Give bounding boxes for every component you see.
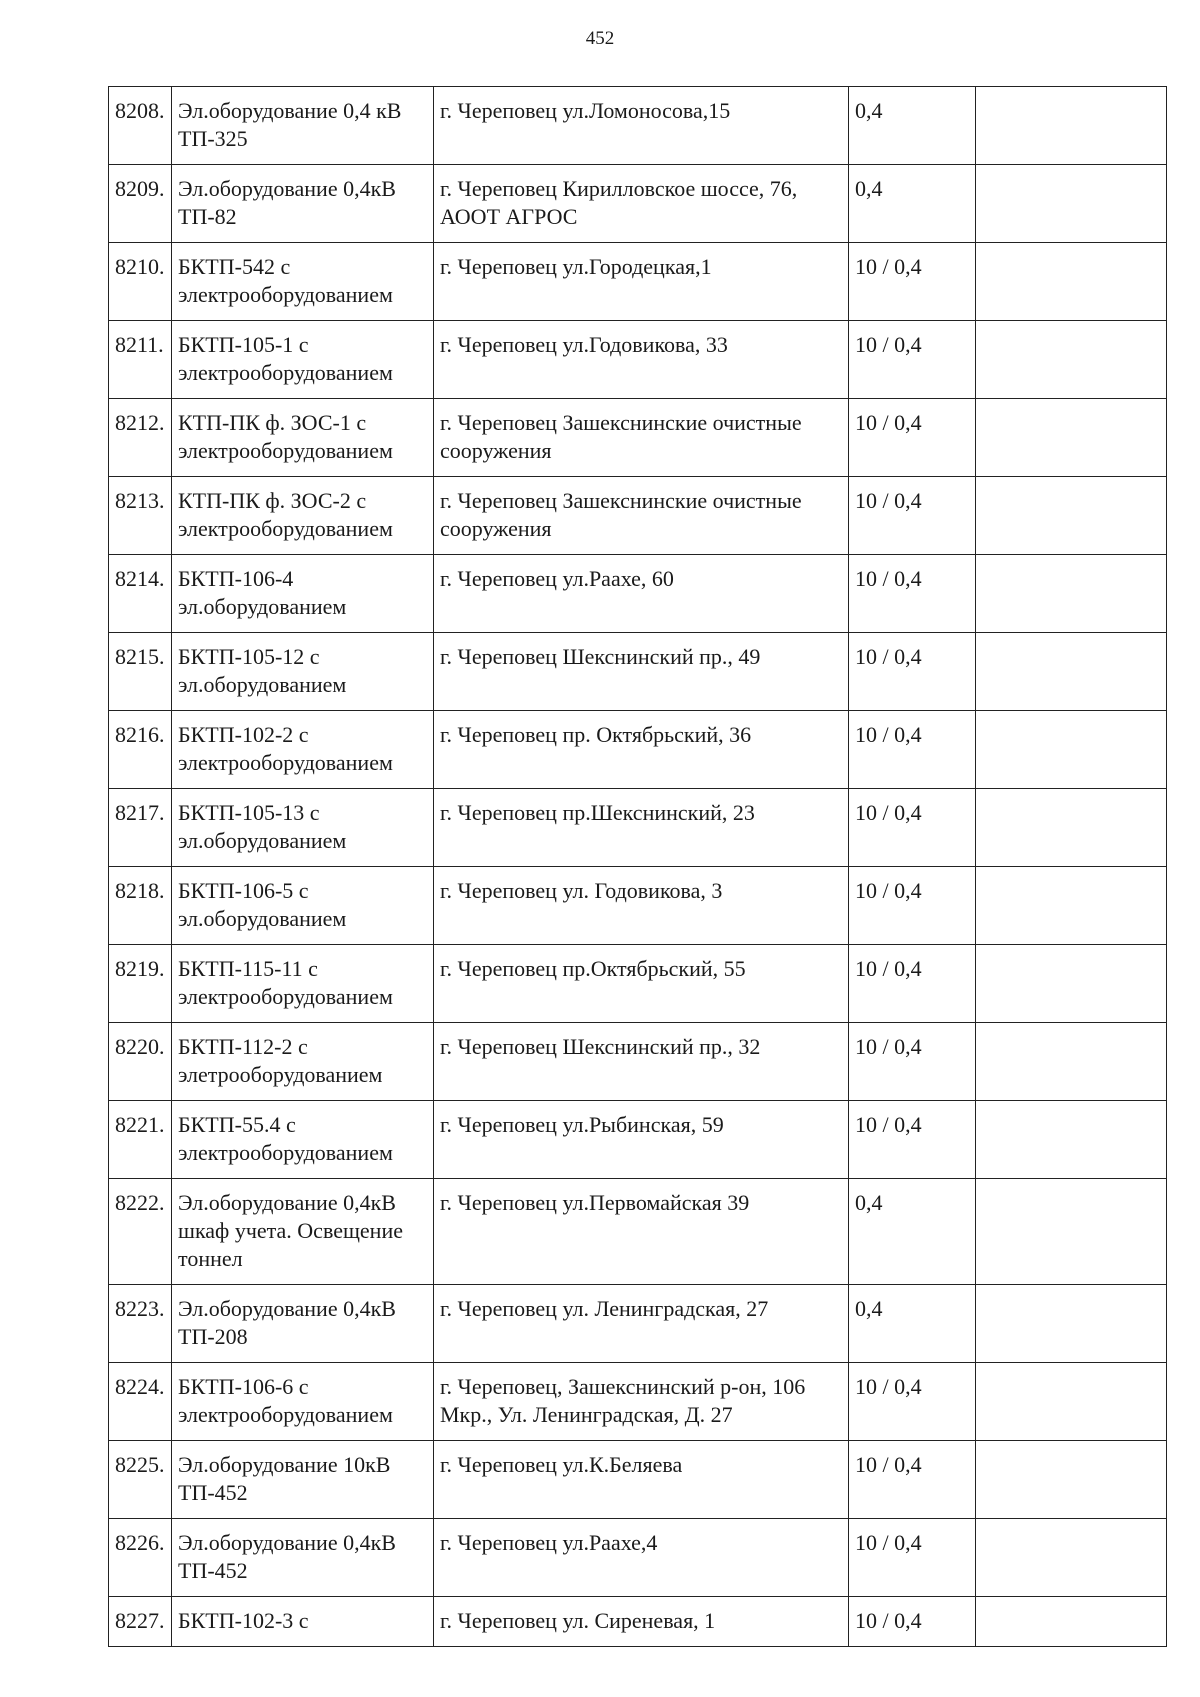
table-row	[109, 1363, 1167, 1441]
empty-cell	[976, 1023, 1167, 1101]
row-number: 8218.	[109, 867, 172, 945]
object-address: г. Череповец Шекснинский пр., 32	[434, 1023, 849, 1101]
row-number: 8208.	[109, 87, 172, 165]
object-name: БКТП-105-13 с эл.оборудованием	[172, 789, 434, 867]
object-name: Эл.оборудование 0,4кВ ТП-208	[172, 1285, 434, 1363]
empty-cell	[976, 1597, 1167, 1647]
empty-cell	[976, 1285, 1167, 1363]
table-row	[109, 867, 1167, 945]
row-number: 8209.	[109, 165, 172, 243]
object-voltage: 10 / 0,4	[849, 321, 976, 399]
empty-cell	[976, 1519, 1167, 1597]
empty-cell	[976, 867, 1167, 945]
object-name: БКТП-102-3 с	[172, 1597, 434, 1647]
object-voltage: 10 / 0,4	[849, 555, 976, 633]
empty-cell	[976, 555, 1167, 633]
table-row	[109, 1519, 1167, 1597]
object-name: БКТП-106-6 с электрооборудованием	[172, 1363, 434, 1441]
object-address: г. Череповец ул.Ломоносова,15	[434, 87, 849, 165]
object-voltage: 0,4	[849, 1179, 976, 1285]
empty-cell	[976, 1441, 1167, 1519]
object-address: г. Череповец ул.Первомайская 39	[434, 1179, 849, 1285]
object-voltage: 10 / 0,4	[849, 633, 976, 711]
object-name: БКТП-115-11 с электрооборудованием	[172, 945, 434, 1023]
empty-cell	[976, 789, 1167, 867]
object-address: г. Череповец, Зашекснинский р-он, 106 Мкр., Ул. Ленинградская, Д. 27	[434, 1363, 849, 1441]
table-row	[109, 477, 1167, 555]
object-address: г. Череповец Зашекснинские очистные сооружения	[434, 399, 849, 477]
table-row	[109, 945, 1167, 1023]
row-number: 8223.	[109, 1285, 172, 1363]
row-number: 8210.	[109, 243, 172, 321]
empty-cell	[976, 399, 1167, 477]
row-number: 8212.	[109, 399, 172, 477]
row-number: 8215.	[109, 633, 172, 711]
object-name: БКТП-105-1 с электрооборудованием	[172, 321, 434, 399]
object-name: БКТП-106-5 с эл.оборудованием	[172, 867, 434, 945]
object-name: Эл.оборудование 10кВ ТП-452	[172, 1441, 434, 1519]
object-address: г. Череповец ул.К.Беляева	[434, 1441, 849, 1519]
table-row	[109, 633, 1167, 711]
object-voltage: 10 / 0,4	[849, 1597, 976, 1647]
object-voltage: 10 / 0,4	[849, 711, 976, 789]
object-address: г. Череповец ул.Городецкая,1	[434, 243, 849, 321]
table-row	[109, 165, 1167, 243]
object-voltage: 10 / 0,4	[849, 1519, 976, 1597]
row-number: 8222.	[109, 1179, 172, 1285]
object-name: БКТП-102-2 с электрооборудованием	[172, 711, 434, 789]
object-address: г. Череповец ул.Раахе,4	[434, 1519, 849, 1597]
table-row	[109, 321, 1167, 399]
row-number: 8217.	[109, 789, 172, 867]
object-voltage: 0,4	[849, 87, 976, 165]
row-number: 8220.	[109, 1023, 172, 1101]
object-address: г. Череповец ул. Годовикова, 3	[434, 867, 849, 945]
object-name: КТП-ПК ф. ЗОС-2 с электрооборудованием	[172, 477, 434, 555]
object-name: БКТП-55.4 с электрооборудованием	[172, 1101, 434, 1179]
table-row	[109, 1023, 1167, 1101]
object-address: г. Череповец Шекснинский пр., 49	[434, 633, 849, 711]
object-voltage: 10 / 0,4	[849, 1363, 976, 1441]
object-voltage: 10 / 0,4	[849, 945, 976, 1023]
object-voltage: 10 / 0,4	[849, 1101, 976, 1179]
object-voltage: 10 / 0,4	[849, 399, 976, 477]
table-row	[109, 711, 1167, 789]
object-voltage: 0,4	[849, 1285, 976, 1363]
table-row	[109, 87, 1167, 165]
empty-cell	[976, 1179, 1167, 1285]
empty-cell	[976, 1363, 1167, 1441]
object-address: г. Череповец ул.Годовикова, 33	[434, 321, 849, 399]
object-address: г. Череповец ул.Раахе, 60	[434, 555, 849, 633]
empty-cell	[976, 1101, 1167, 1179]
table-row	[109, 1179, 1167, 1285]
table-row	[109, 243, 1167, 321]
object-voltage: 0,4	[849, 165, 976, 243]
table-row	[109, 1101, 1167, 1179]
table-row	[109, 399, 1167, 477]
object-address: г. Череповец пр. Октябрьский, 36	[434, 711, 849, 789]
object-name: БКТП-106-4 эл.оборудованием	[172, 555, 434, 633]
object-voltage: 10 / 0,4	[849, 789, 976, 867]
row-number: 8225.	[109, 1441, 172, 1519]
object-address: г. Череповец ул. Ленинградская, 27	[434, 1285, 849, 1363]
empty-cell	[976, 243, 1167, 321]
object-address: г. Череповец ул.Рыбинская, 59	[434, 1101, 849, 1179]
table-row	[109, 789, 1167, 867]
row-number: 8214.	[109, 555, 172, 633]
row-number: 8221.	[109, 1101, 172, 1179]
table-row	[109, 1285, 1167, 1363]
empty-cell	[976, 945, 1167, 1023]
empty-cell	[976, 87, 1167, 165]
row-number: 8227.	[109, 1597, 172, 1647]
object-address: г. Череповец пр.Октябрьский, 55	[434, 945, 849, 1023]
row-number: 8219.	[109, 945, 172, 1023]
object-address: г. Череповец ул. Сиреневая, 1	[434, 1597, 849, 1647]
object-name: Эл.оборудование 0,4кВ шкаф учета. Освещение тоннел	[172, 1179, 434, 1285]
registry-table	[108, 86, 1167, 1647]
object-address: г. Череповец Кирилловское шоссе, 76, АООТ АГРОС	[434, 165, 849, 243]
object-name: Эл.оборудование 0,4 кВ ТП-325	[172, 87, 434, 165]
empty-cell	[976, 711, 1167, 789]
object-name: КТП-ПК ф. ЗОС-1 с электрооборудованием	[172, 399, 434, 477]
empty-cell	[976, 165, 1167, 243]
table-row	[109, 1441, 1167, 1519]
object-voltage: 10 / 0,4	[849, 243, 976, 321]
row-number: 8216.	[109, 711, 172, 789]
object-address: г. Череповец пр.Шекснинский, 23	[434, 789, 849, 867]
object-voltage: 10 / 0,4	[849, 1023, 976, 1101]
table-row	[109, 555, 1167, 633]
row-number: 8226.	[109, 1519, 172, 1597]
empty-cell	[976, 477, 1167, 555]
empty-cell	[976, 633, 1167, 711]
object-name: БКТП-105-12 с эл.оборудованием	[172, 633, 434, 711]
object-name: Эл.оборудование 0,4кВ ТП-82	[172, 165, 434, 243]
row-number: 8211.	[109, 321, 172, 399]
object-voltage: 10 / 0,4	[849, 1441, 976, 1519]
object-name: БКТП-112-2 с элетрооборудованием	[172, 1023, 434, 1101]
object-voltage: 10 / 0,4	[849, 477, 976, 555]
empty-cell	[976, 321, 1167, 399]
table-row	[109, 1597, 1167, 1647]
object-voltage: 10 / 0,4	[849, 867, 976, 945]
object-name: БКТП-542 с электрооборудованием	[172, 243, 434, 321]
page-number: 452	[585, 28, 615, 49]
object-address: г. Череповец Зашекснинские очистные сооружения	[434, 477, 849, 555]
row-number: 8224.	[109, 1363, 172, 1441]
row-number: 8213.	[109, 477, 172, 555]
object-name: Эл.оборудование 0,4кВ ТП-452	[172, 1519, 434, 1597]
